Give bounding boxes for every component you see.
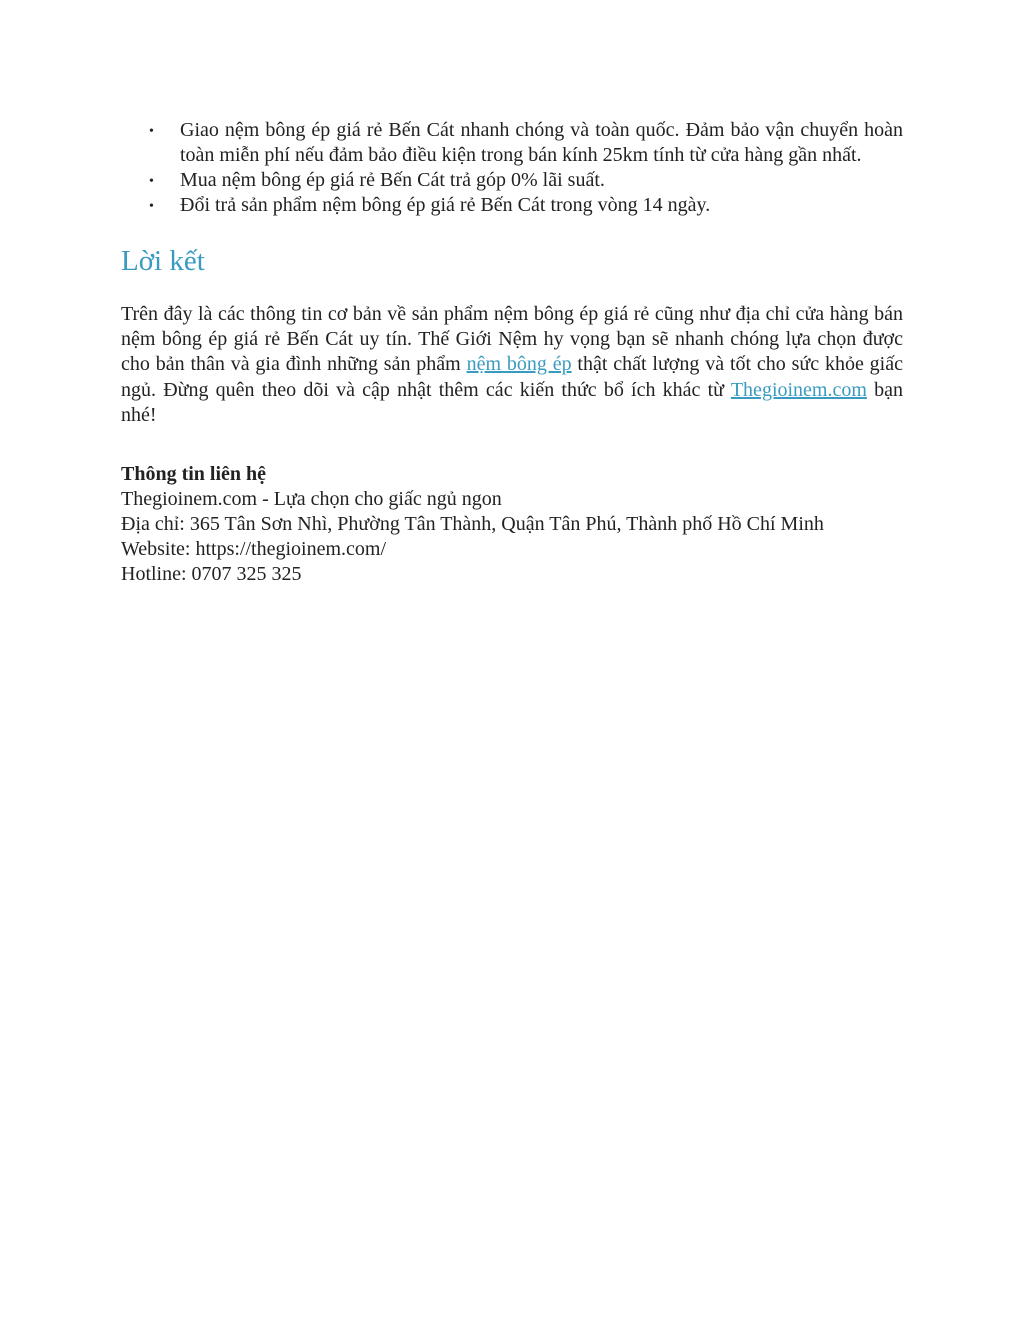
- site-link[interactable]: Thegioinem.com: [730, 378, 867, 401]
- paragraph-text: Trên đây là các thông tin cơ bản về sản phẩm nệm bông ép giá rẻ cũng như địa chỉ cửa hàng bán nệm bông ép giá rẻ Bến Cát uy tín. Thế Giới Nệm hy vọng bạn sẽ nhanh chóng lựa chọn được cho bản thân và gia đình những sản phẩm: [121, 303, 903, 376]
- list-item: [121, 168, 903, 193]
- list-item-text: Đổi trả sản phẩm nệm bông ép giá rẻ Bến Cát trong vòng 14 ngày.: [180, 194, 711, 216]
- bullet-icon: •: [149, 124, 154, 139]
- section-heading: Lời kết: [121, 245, 205, 277]
- contact-address: Địa chỉ: 365 Tân Sơn Nhì, Phường Tân Thành, Quận Tân Phú, Thành phố Hồ Chí Minh: [121, 513, 824, 536]
- conclusion-paragraph: [121, 302, 903, 428]
- product-link[interactable]: nệm bông ép: [466, 353, 572, 376]
- contact-block: [121, 462, 903, 587]
- paragraph-text: bạn nhé!: [121, 378, 903, 426]
- contact-title: Thông tin liên hệ: [121, 463, 267, 486]
- contact-website: Website: https://thegioinem.com/: [121, 538, 387, 561]
- bullet-icon: •: [149, 199, 154, 214]
- benefits-list: [121, 118, 903, 218]
- paragraph-text: thật chất lượng và tốt cho sức khỏe giấc ngủ. Đừng quên theo dõi và cập nhật thêm các kiến thức bổ ích khác từ: [121, 353, 903, 401]
- contact-tagline: Thegioinem.com - Lựa chọn cho giấc ngủ ngon: [121, 488, 502, 511]
- list-item: [121, 193, 903, 218]
- contact-hotline: Hotline: 0707 325 325: [121, 563, 302, 586]
- list-item: [121, 118, 903, 168]
- list-item-text: Mua nệm bông ép giá rẻ Bến Cát trả góp 0% lãi suất.: [180, 169, 605, 191]
- document-page: [121, 118, 903, 587]
- list-item-text: Giao nệm bông ép giá rẻ Bến Cát nhanh chóng và toàn quốc. Đảm bảo vận chuyển hoàn toàn miễn phí nếu đảm bảo điều kiện trong bán kính 25km tính từ cửa hàng gần nhất.: [180, 119, 903, 166]
- bullet-icon: •: [149, 174, 154, 189]
